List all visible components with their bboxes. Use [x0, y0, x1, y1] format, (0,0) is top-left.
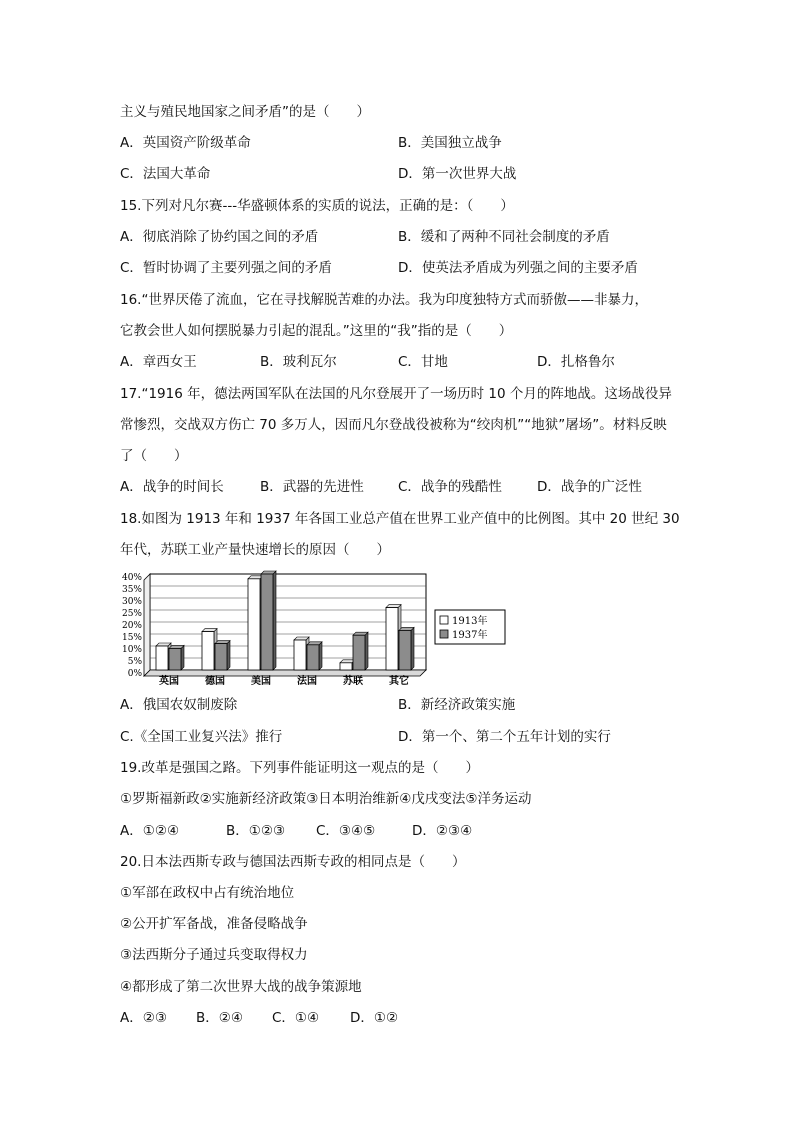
y-tick-label: 0%	[127, 669, 142, 679]
q20-item-1: ①军部在政权中占有统治地位	[120, 885, 295, 901]
x-tick-label: 德国	[205, 676, 225, 687]
bar-top	[294, 637, 309, 640]
bar-top	[261, 571, 276, 574]
q14-option-d: D．第一次世界大战	[398, 166, 517, 182]
bar-side	[319, 642, 322, 670]
bar-side	[365, 632, 368, 670]
y-tick-label: 30%	[121, 597, 142, 607]
bar-side	[411, 627, 414, 670]
bar-苏联-1937年	[353, 635, 365, 670]
bar-其它-1937年	[399, 630, 411, 670]
q18-stem-line1: 18.如图为 1913 年和 1937 年各国工业总产值在世界工业产值中的比例图。其中 20 世纪 30	[120, 511, 680, 527]
q19-option-a: A．①②④	[120, 823, 180, 839]
bar-其它-1913年	[386, 608, 398, 670]
q17-option-d: D．战争的广泛性	[537, 479, 642, 495]
q15-option-c: C．暂时协调了主要列强之间的矛盾	[120, 260, 332, 276]
bar-top	[307, 642, 322, 645]
legend-label: 1937年	[452, 630, 488, 641]
q19-option-b: B．①②③	[226, 823, 286, 839]
y-tick-label: 35%	[121, 585, 142, 595]
q18-option-b: B．新经济政策实施	[398, 697, 516, 713]
bar-苏联-1913年	[340, 663, 352, 670]
bar-英国-1937年	[169, 648, 181, 670]
chart-legend	[435, 610, 505, 644]
q20-option-b: B．②④	[196, 1010, 243, 1026]
y-tick-label: 15%	[121, 633, 142, 643]
bar-top	[386, 605, 401, 608]
bar-top	[215, 641, 230, 644]
q18-option-d: D．第一个、第二个五年计划的实行	[398, 729, 611, 745]
q19-option-d: D．②③④	[412, 823, 473, 839]
q17-stem-line2: 常惨烈，交战双方伤亡 70 多万人，因而凡尔登战役被称为“绞肉机”“地狱”屠场”。材料反映	[120, 417, 667, 433]
q17-stem-line1: 17.“1916 年，德法两国军队在法国的凡尔登展开了一场历时 10 个月的阵地战。这场战役异	[120, 386, 672, 402]
bar-top	[169, 645, 184, 648]
bar-美国-1937年	[261, 574, 273, 670]
q14-stem: 主义与殖民地国家之间矛盾”的是（ ）	[120, 104, 370, 120]
bar-side	[227, 641, 230, 670]
q18-option-c: C.《全国工业复兴法》推行	[120, 729, 283, 745]
bar-side	[273, 571, 276, 670]
bar-top	[156, 643, 171, 646]
q16-option-a: A．章西女王	[120, 354, 197, 370]
q20-option-d: D．①②	[350, 1010, 399, 1026]
x-tick-label: 苏联	[343, 676, 363, 687]
x-tick-label: 其它	[389, 676, 409, 687]
q17-option-c: C．战争的残酷性	[398, 479, 502, 495]
y-tick-label: 40%	[121, 573, 142, 583]
chart-floor	[144, 670, 426, 676]
q14-option-a: A．英国资产阶级革命	[120, 135, 251, 151]
q16-option-d: D．扎格鲁尔	[537, 354, 615, 370]
legend-swatch	[440, 616, 448, 624]
y-tick-label: 10%	[121, 645, 142, 655]
q15-option-b: B．缓和了两种不同社会制度的矛盾	[398, 229, 610, 245]
q20-stem: 20.日本法西斯专政与德国法西斯专政的相同点是（ ）	[120, 854, 466, 870]
q20-option-c: C．①④	[272, 1010, 320, 1026]
q19-option-c: C．③④⑤	[316, 823, 376, 839]
q20-item-3: ③法西斯分子通过兵变取得权力	[120, 947, 308, 963]
bar-美国-1913年	[248, 579, 260, 670]
chart-gridlines	[144, 574, 426, 676]
q16-option-c: C．甘地	[398, 354, 448, 370]
bar-法国-1937年	[307, 645, 319, 670]
x-tick-label: 英国	[159, 676, 179, 687]
bar-德国-1937年	[215, 644, 227, 670]
bar-英国-1913年	[156, 646, 168, 670]
q20-item-4: ④都形成了第二次世界大战的战争策源地	[120, 979, 362, 995]
q16-option-b: B．玻利瓦尔	[260, 354, 337, 370]
q16-stem-line2: 它教会世人如何摆脱暴力引起的混乱。”这里的“我”指的是（ ）	[120, 323, 513, 339]
q20-option-a: A．②③	[120, 1010, 167, 1026]
x-tick-label: 美国	[251, 676, 271, 687]
bar-side	[181, 645, 184, 670]
q18-option-a: A．俄国农奴制废除	[120, 697, 238, 713]
chart-wall	[144, 574, 150, 676]
bar-top	[202, 629, 217, 632]
y-tick-label: 25%	[121, 609, 142, 619]
q14-option-c: C．法国大革命	[120, 166, 211, 182]
q16-stem-line1: 16.“世界厌倦了流血，它在寻找解脱苦难的办法。我为印度独特方式而骄傲——非暴力，	[120, 292, 648, 308]
y-tick-label: 20%	[121, 621, 142, 631]
q19-stem: 19.改革是强国之路。下列事件能证明这一观点的是（ ）	[120, 760, 479, 776]
bar-top	[399, 627, 414, 630]
q18-stem-line2: 年代，苏联工业产量快速增长的原因（ ）	[120, 542, 390, 558]
q15-option-a: A．彻底消除了协约国之间的矛盾	[120, 229, 319, 245]
q14-option-b: B．美国独立战争	[398, 135, 502, 151]
q17-option-b: B．武器的先进性	[260, 479, 364, 495]
q15-option-d: D．使英法矛盾成为列强之间的主要矛盾	[398, 260, 638, 276]
chart-y-ticks	[122, 573, 142, 679]
q17-option-a: A．战争的时间长	[120, 479, 224, 495]
industrial-output-bar-chart	[120, 566, 512, 688]
q17-stem-line3: 了（ ）	[120, 448, 188, 464]
y-tick-label: 5%	[127, 657, 142, 667]
q20-item-2: ②公开扩军备战，准备侵略战争	[120, 916, 308, 932]
q19-items: ①罗斯福新政②实施新经济政策③日本明治维新④戊戌变法⑤洋务运动	[120, 791, 532, 807]
q15-stem: 15.下列对凡尔赛---华盛顿体系的实质的说法，正确的是：（ ）	[120, 198, 514, 214]
legend-label: 1913年	[452, 616, 488, 627]
bar-top	[353, 632, 368, 635]
x-tick-label: 法国	[297, 676, 317, 687]
bar-法国-1913年	[294, 640, 306, 670]
bar-德国-1913年	[202, 632, 214, 670]
legend-swatch	[440, 630, 448, 638]
